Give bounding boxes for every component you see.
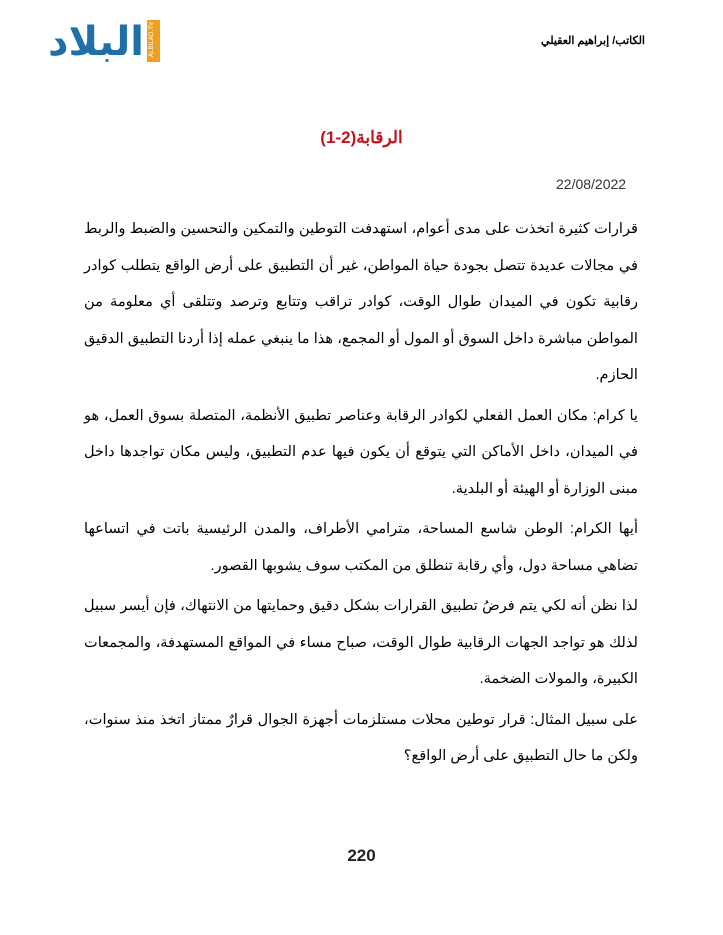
logo-wordmark: البلاد: [48, 19, 144, 65]
article-paragraph: على سبيل المثال: قرار توطين محلات مستلزمات أجهزة الجوال قرارٌ ممتاز اتخذ منذ سنوات، ولكن ما حال التطبيق على أرض الواقع؟: [84, 711, 638, 764]
logo-tab: [147, 20, 160, 62]
page-number: 220: [347, 846, 376, 865]
article-title: الرقابة(2-1): [320, 128, 403, 147]
article-paragraph: لذا نظن أنه لكي يتم فرضُ تطبيق القرارات بشكل دقيق وحمايتها من الانتهاك، فإن أيسر سبيل لذلك هو تواجد الجهات الرقابية طوال الوقت، صباح مساء في المواقع المستهدفة، والمجمعات الكبيرة، والمولات الضخمة.: [84, 598, 638, 687]
albilad-logo: [48, 18, 174, 65]
author-name: الكاتب/ إبراهيم العقيلي: [541, 35, 645, 47]
article-body: [84, 211, 638, 779]
article-paragraph: يا كرام: مكان العمل الفعلي لكوادر الرقابة وعناصر تطبيق الأنظمة، المتصلة بسوق العمل، هو في الميدان، داخل الأماكن التي يتوقع أن يكون فيها عدم التطبيق، وليس مكان تواجدها داخل مبنى الوزارة أو الهيئة أو البلدية.: [84, 407, 638, 497]
logo-tab-text: ALBILAD.TV: [148, 21, 156, 58]
article-paragraph: قرارات كثيرة اتخذت على مدى أعوام، استهدفت التوطين والتمكين والتحسين والضبط والربط في مجالات عديدة تتصل بجودة حياة المواطن، غير أن التطبيق على أرض الواقع يتطلب كوادر رقابية تكون في الميدان طوال الوقت، كوادر تراقب وتتابع وترصد وتتلقى أي معلومة من المواطن مباشرة داخل السوق أو المول أو المجمع، هذا ما ينبغي عمله إذا أردنا التطبيق الدقيق الحازم.: [84, 221, 638, 383]
article-paragraph: أيها الكرام: الوطن شاسع المساحة، مترامي الأطراف، والمدن الرئيسية باتت في اتساعها تضاهي مساحة دول، وأي رقابة تنطلق من المكتب سوف يشوبها القصور.: [84, 521, 638, 574]
article-date: 22/08/2022: [556, 176, 627, 192]
